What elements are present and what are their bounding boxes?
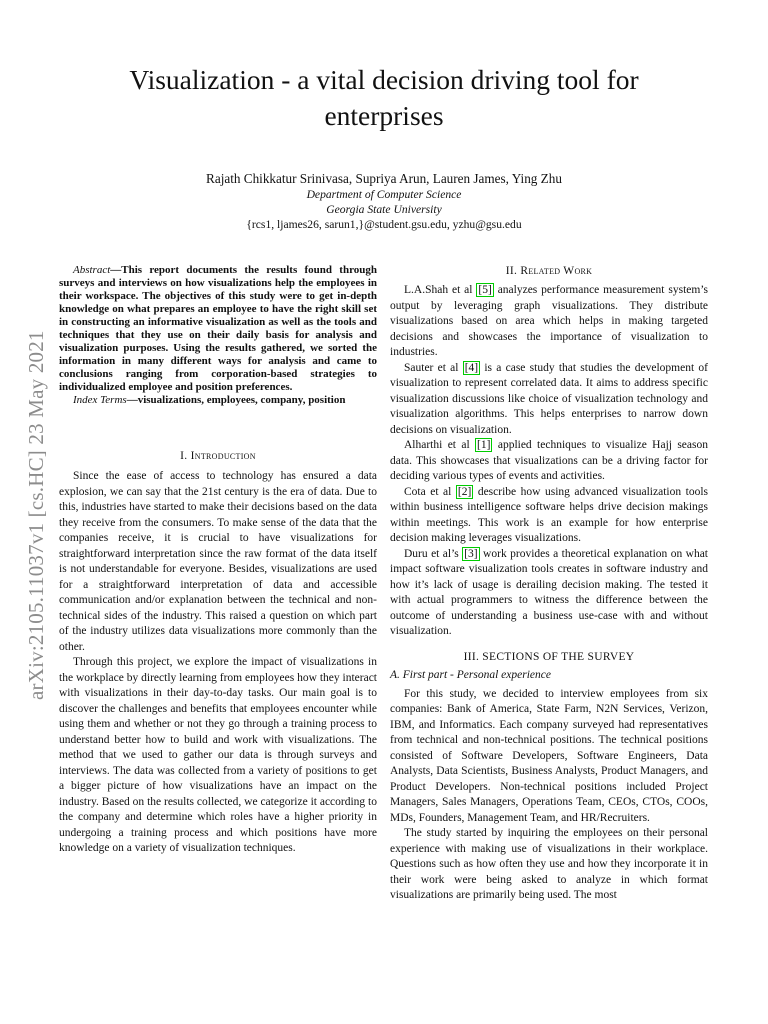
survey-paragraph-2: The study started by inquiring the employees on their personal experience with making use of visualizations in their workplace. Questions such as how often they use and how they incorporate it in their work were being asked to analyze in which format visualizations are primarily being used. The most xyxy=(390,827,708,901)
abstract-label: Abstract xyxy=(73,264,111,276)
introduction-paragraph-1: Since the ease of access to technology has ensured a data explosion, we can say that the 21st century is the era of data. Due to this, industries have started to make their decisions based on the data they receive from the consumers. To make sense of the data that the companies receive, it is crucial to have visualizations for straightforward interpretation since the raw format of the data itself is not understandable for everyone. Besides, visualizations are used for a straightforward interpretation of data and accessible communication and/or explanation between the technical and non-technical sides of the industry. This raised a question on which part of the industry utilizes data visualizations more commonly than the other. xyxy=(59,470,377,653)
related-work-text: L.A.Shah et al xyxy=(404,284,477,296)
citation-link[interactable]: [3] xyxy=(464,547,478,560)
citation-link[interactable]: [5] xyxy=(478,284,492,296)
related-work-text: work provides a theoretical explanation on what impact software visualization tools creates in software industry and how it’s lack of usage is derailing decision making. The tested it with actual programmers to witness the difference between the outcome of understanding a business use-case with and without visualization. xyxy=(390,547,709,637)
related-work-text: applied techniques to visualize Hajj season data. This showcases that visualizations can be a driving factor for deciding various types of events and activities. xyxy=(390,439,708,482)
related-work-paragraph xyxy=(390,438,708,485)
index-terms-label: Index Terms xyxy=(73,394,127,406)
related-work-paragraph xyxy=(390,283,708,361)
section-heading-introduction: I. Introduction xyxy=(180,450,256,462)
related-work-text: is a case study that studies the development of visualization to represent correlated data. It aims to address specific visualization discussions like choice of visualization technology and visualization algorithms. This helps enterprises to narrow down decisions on visualization. xyxy=(390,361,708,436)
index-terms-text: —visualizations, employees, company, position xyxy=(126,394,346,406)
author-list: Rajath Chikkatur Srinivasa, Supriya Arun, Lauren James, Ying Zhu xyxy=(206,171,562,186)
related-work-paragraph xyxy=(390,547,708,640)
citation-link[interactable]: [1] xyxy=(477,439,491,451)
right-column xyxy=(390,264,708,904)
related-work-text: Cota et al xyxy=(404,485,456,498)
related-work-text: Alharthi et al xyxy=(404,439,476,451)
related-work-paragraph xyxy=(390,361,708,439)
section-heading-related-work: II. Related Work xyxy=(505,265,593,277)
related-work-text: describe how using advanced visualization tools within business intelligence software helps drive decision makings within meetings. This work is an example for how enterprise decision making leverages visualizations. xyxy=(390,485,708,544)
department: Department of Computer Science xyxy=(306,188,462,201)
author-emails: {rcs1, ljames26, sarun1,}@student.gsu.edu, yzhu@gsu.edu xyxy=(246,218,522,231)
paper-title xyxy=(60,62,708,134)
subsection-heading-personal-experience: A. First part - Personal experience xyxy=(390,668,551,681)
citation-link[interactable]: [4] xyxy=(464,361,479,374)
index-terms xyxy=(59,394,377,407)
related-work-text: Duru et al’s xyxy=(404,547,463,560)
introduction-paragraph-2: Through this project, we explore the impact of visualizations in the workplace by directly learning from employees how they interact with visualizations in their day-to-day tasks. Our main goal is to discover the challenges and benefits that employees encounter while using them and whether or not they go through a training process to understand better how to build and work with visualizations. The method that we used to gather our data is through surveys and interviews. The data was collected from a variety of positions to get a bigger picture of how visualizations have an impact on the industry. Based on the results collected, we categorize it according to the company and determine which roles have a higher priority in undergoing a training process and which positions have more knowledge on a variety of visualization techniques. xyxy=(59,656,377,854)
author-block xyxy=(120,170,648,232)
title-line-2: enterprises xyxy=(324,100,444,131)
abstract xyxy=(59,264,377,394)
related-work-paragraph xyxy=(390,485,708,547)
university: Georgia State University xyxy=(326,203,442,216)
arxiv-identifier[interactable]: arXiv:2105.11037v1 [cs.HC] 23 May 2021 xyxy=(24,330,48,700)
citation-link[interactable]: [2] xyxy=(457,485,472,498)
related-work-text: analyzes performance measurement system’s output by leveraging graph visualizations. They distribute visualizations based on area which helps in making targeted decisions and showcases the importance of visualization to industries. xyxy=(390,284,708,358)
title-line-1: Visualization - a vital decision driving tool for xyxy=(129,64,639,95)
section-heading-survey: III. SECTIONS OF THE SURVEY xyxy=(463,650,635,663)
survey-paragraph-1: For this study, we decided to interview employees from six companies: Bank of America, State Farm, N2N Services, Verizon, IBM, and Informatics. Each company surveyed had representatives from technical and non-technical positions. The technical positions consisted of Software Developers, Software Engineers, Data Analysts, Data Scientists, Business Analysts, Product Managers, and Product Developers. Non-technical positions included Project Managers, Sales Managers, Operations Team, CEOs, CTOs, COOs, MDs, Founders, Management Team, and HR/Recruiters. xyxy=(390,687,708,824)
left-column xyxy=(59,264,377,857)
related-work-text: Sauter et al xyxy=(404,361,463,374)
abstract-text: —This report documents the results found through surveys and interviews on how visualizations help the employees in their workspace. The objectives of this study were to get in-depth knowledge on what prepares an employee to have the right skill set in constructing an informative visualization as well as the tools and techniques that they use on their daily basis for analysis and visualization purposes. Using the results gathered, we sorted the information in many different ways for analysis and came to conclusions ranging from corporation-based strategies to individualized employee and position preferences. xyxy=(59,264,377,393)
